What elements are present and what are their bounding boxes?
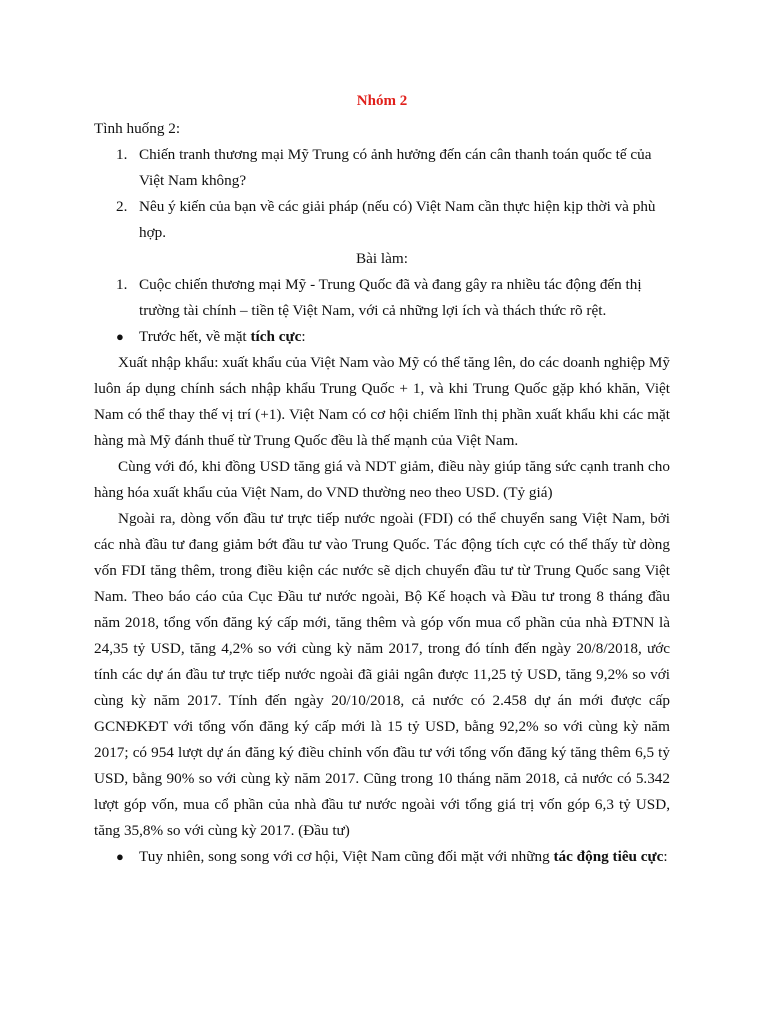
bullet-bold: tích cực [250, 328, 302, 345]
document-body [94, 88, 670, 870]
bullet-suffix: : [663, 848, 668, 865]
question-number: 2. [116, 198, 128, 215]
question-item [94, 194, 670, 246]
paragraph-fdi: Ngoài ra, dòng vốn đầu tư trực tiếp nước ngoài (FDI) có thể chuyển sang Việt Nam, bởi các nhà đầu tư đang giảm bớt đầu tư vào Trung Quốc. Tác động tích cực có thể thấy từ dòng vốn FDI tăng thêm, trong điều kiện các nước sẽ dịch chuyển đầu tư từ Trung Quốc sang Việt Nam. Theo báo cáo của Cục Đầu tư nước ngoài, Bộ Kế hoạch và Đầu tư trong 8 tháng đầu năm 2018, tổng vốn đăng ký cấp mới, tăng thêm và góp vốn mua cổ phần của nhà ĐTNN là 24,35 tỷ USD, tăng 4,2% so với cùng kỳ năm 2017, trong đó tính đến ngày 20/8/2018, ước tính các dự án đầu tư trực tiếp nước ngoài đã giải ngân được 11,25 tỷ USD, tăng 9,2% so với cùng kỳ năm 2017. Tính đến ngày 20/10/2018, cả nước có 2.458 dự án mới được cấp GCNĐKĐT với tổng vốn đăng ký cấp mới là 15 tỷ USD, bằng 92,2% so với cùng kỳ năm 2017; có 954 lượt dự án đăng ký điều chỉnh vốn đầu tư với tổng vốn đăng ký tăng thêm 6,5 tỷ USD, bằng 90% so với cùng kỳ năm 2017. Cũng trong 10 tháng năm 2018, cả nước có 5.342 lượt góp vốn, mua cổ phần của nhà đầu tư nước ngoài với tổng giá trị vốn góp 6,3 tỷ USD, tăng 35,8% so với cùng kỳ 2017. (Đầu tư) [94, 510, 670, 839]
question-list [94, 142, 670, 246]
paragraph-export: Xuất nhập khẩu: xuất khẩu của Việt Nam vào Mỹ có thể tăng lên, do các doanh nghiệp Mỹ luôn áp dụng chính sách nhập khẩu Trung Quốc + 1, và khi Trung Quốc gặp khó khăn, Việt Nam có thể thay thế vị trí (+1). Việt Nam có cơ hội chiếm lĩnh thị phần xuất khẩu khi các mặt hàng mà Mỹ đánh thuế từ Trung Quốc đều là thế mạnh của Việt Nam. [94, 354, 670, 449]
bullet-prefix: Tuy nhiên, song song với cơ hội, Việt Nam cũng đối mặt với những [139, 848, 554, 865]
bullet-suffix: : [301, 328, 306, 345]
bullet-prefix: Trước hết, về mặt [139, 328, 251, 345]
bullet-item-positive [94, 324, 670, 350]
question-text: Chiến tranh thương mại Mỹ Trung có ảnh hưởng đến cán cân thanh toán quốc tế của Việt Nam không? [139, 146, 652, 189]
situation-label: Tình huống 2: [94, 120, 181, 137]
page-title: Nhóm 2 [356, 93, 408, 109]
question-item [94, 142, 670, 194]
answer-number: 1. [116, 276, 128, 293]
paragraph-exchange-rate: Cùng với đó, khi đồng USD tăng giá và NDT giảm, điều này giúp tăng sức cạnh tranh cho hàng hóa xuất khẩu của Việt Nam, do VND thường neo theo USD. (Tỷ giá) [94, 458, 670, 501]
answer-list [94, 272, 670, 324]
answer-text: Cuộc chiến thương mại Mỹ - Trung Quốc đã và đang gây ra nhiều tác động đến thị trường tài chính – tiền tệ Việt Nam, với cả những lợi ích và thách thức rõ rệt. [139, 276, 642, 319]
bullet-bold: tác động tiêu cực [553, 848, 664, 865]
answer-item [94, 272, 670, 324]
answer-heading: Bài làm: [356, 250, 408, 267]
bullet-item-negative [94, 844, 670, 870]
bullet-icon: ● [116, 329, 124, 344]
bullet-list-negative [94, 844, 670, 870]
question-text: Nêu ý kiến của bạn về các giải pháp (nếu có) Việt Nam cần thực hiện kịp thời và phù hợp. [139, 198, 656, 241]
question-number: 1. [116, 146, 128, 163]
bullet-list-positive [94, 324, 670, 350]
bullet-icon: ● [116, 849, 124, 864]
